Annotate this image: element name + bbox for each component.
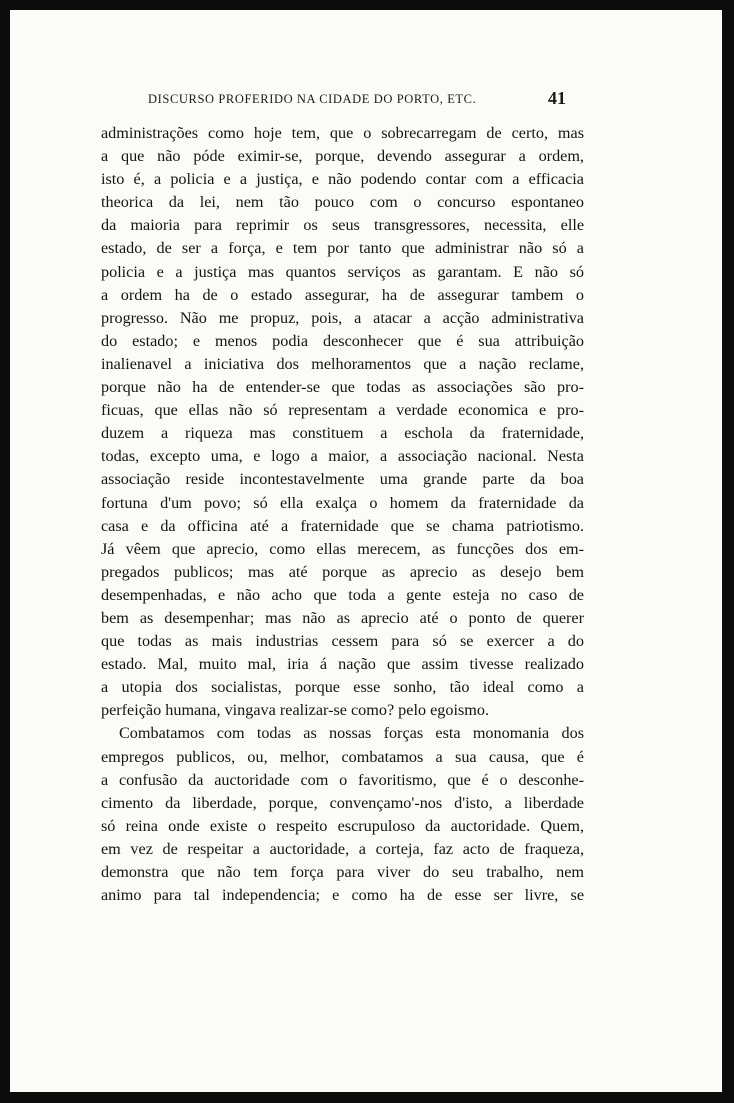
body-text (101, 122, 584, 907)
text-line: Já vêem que aprecio, como ellas merecem, as funcções dos em- (101, 539, 584, 558)
text-line: Combatamos com todas as nossas forças esta monomania dos (119, 724, 584, 743)
text-line: em vez de respeitar a auctoridade, a corteja, faz acto de fraqueza, (101, 839, 584, 858)
text-line: estado, de ser a força, e tem por tanto que administrar não só a (101, 239, 584, 258)
paragraph-1 (101, 122, 584, 722)
text-line: da maioria para reprimir os seus transgressores, necessita, elle (101, 216, 584, 235)
text-line: perfeição humana, vingava realizar-se como? pelo egoismo. (101, 701, 490, 720)
text-line: inalienavel a iniciativa dos melhoramentos que a nação reclame, (101, 354, 584, 373)
text-line: pregados publicos; mas até porque as aprecio as desejo bem (101, 562, 584, 581)
text-line: estado. Mal, muito mal, iria á nação que assim tivesse realizado (101, 655, 584, 674)
page-number: 41 (548, 88, 566, 108)
text-line: porque não ha de entender-se que todas as associações são pro- (101, 378, 584, 397)
text-line: casa e da officina até a fraternidade que se chama patriotismo. (101, 516, 584, 535)
text-line: theorica da lei, nem tão pouco com o concurso espontaneo (101, 193, 584, 212)
running-title: DISCURSO PROFERIDO NA CIDADE DO PORTO, ETC. (148, 92, 477, 106)
text-line: associação reside incontestavelmente uma grande parte da boa (101, 470, 584, 489)
text-line: a confusão da auctoridade com o favoritismo, que é o desconhe- (101, 770, 584, 789)
text-line: a ordem ha de o estado assegurar, ha de assegurar tambem o (101, 285, 584, 304)
text-line: isto é, a policia e a justiça, e não podendo contar com a efficacia (101, 170, 584, 189)
text-line: demonstra que não tem força para viver do seu trabalho, nem (101, 863, 584, 881)
text-line: duzem a riqueza mas constituem a eschola da fraternidade, (101, 424, 584, 443)
running-header (10, 88, 722, 112)
text-line: empregos publicos, ou, melhor, combatamos a sua causa, que é (101, 747, 584, 766)
text-line: a que não póde eximir-se, porque, devendo assegurar a ordem, (101, 147, 584, 166)
text-line: desempenhadas, e não acho que toda a gente esteja no caso de (101, 585, 584, 604)
text-line: fortuna d'um povo; só ella exalça o homem da fraternidade da (101, 493, 584, 512)
text-line: progresso. Não me propuz, pois, a atacar a acção administrativa (101, 308, 584, 327)
text-line: do estado; e menos podia desconhecer que é sua attribuição (101, 331, 584, 350)
paragraph-2 (101, 722, 584, 907)
text-line: cimento da liberdade, porque, convençamo'-nos d'isto, a liberdade (101, 793, 584, 812)
text-line: administrações como hoje tem, que o sobrecarregam de certo, mas (101, 124, 584, 142)
text-line: bem as desempenhar; mas não as aprecio até o ponto de querer (101, 608, 584, 627)
text-line: só reina onde existe o respeito escrupuloso da auctoridade. Quem, (101, 816, 584, 835)
text-line: animo para tal independencia; e como ha de esse ser livre, se (101, 886, 584, 905)
text-line: policia e a justiça mas quantos serviços as garantam. E não só (101, 262, 584, 281)
text-line: que todas as mais industrias cessem para só se exercer a do (101, 632, 584, 651)
text-line: ficuas, que ellas não só representam a verdade economica e pro- (101, 401, 584, 420)
book-page (10, 10, 722, 1092)
text-line: a utopia dos socialistas, porque esse sonho, tão ideal como a (101, 678, 584, 697)
text-line: todas, excepto uma, e logo a maior, a associação nacional. Nesta (101, 447, 584, 466)
